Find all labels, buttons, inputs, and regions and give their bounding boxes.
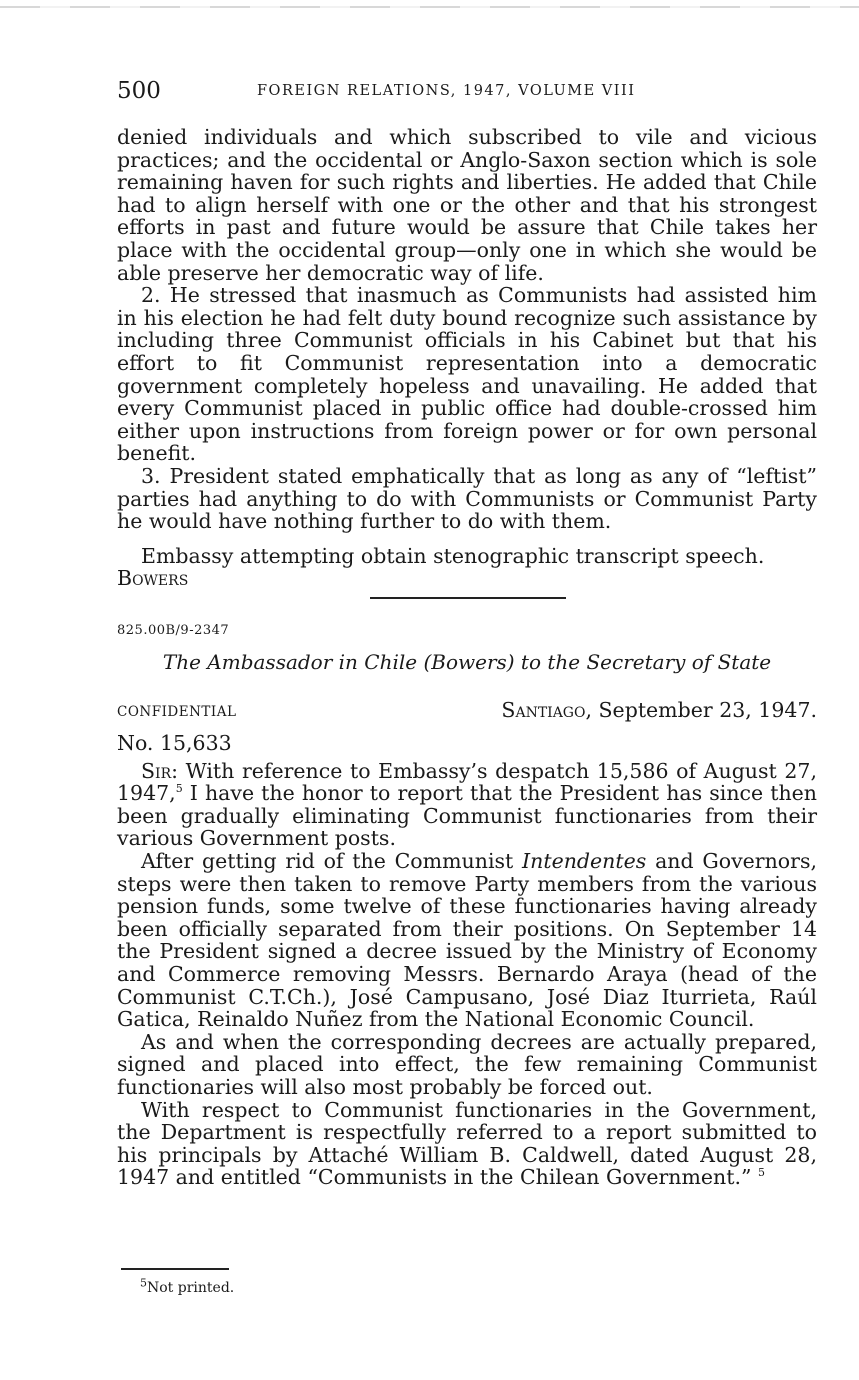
document-title: The Ambassador in Chile (Bowers) to the Secretary of State <box>162 650 772 674</box>
place: Santiago, <box>501 698 592 722</box>
footnote-marker: 5 <box>140 1276 147 1290</box>
paragraph: denied individuals and which subscribed to vile and vicious practices; and the occidental or Anglo-Saxon section which is sole remaining haven for such rights and liberties. He added that Chile had to align herself with one or the other and that his strongest efforts in past and future would be assure that Chile takes her place with the occidental group—only one in which she would be able preserve her democratic way of life. <box>117 125 817 285</box>
previous-telegram-text <box>117 126 817 590</box>
salutation: Sir: <box>141 758 179 783</box>
paragraph <box>117 850 817 1031</box>
date: September 23, 1947. <box>598 698 817 722</box>
file-number: 825.00B/9-2347 <box>117 623 230 638</box>
footnote-ref: 5 <box>758 1166 766 1180</box>
paragraph: 2. He stressed that inasmuch as Communists had assisted him in his election he had felt duty bound recognize such assistance by including three Communist officials in his Cabinet but that his effort to fit Communist representation into a democratic government completely hopeless and unavailing. He added that every Communist placed in public office had double-crossed him either upon instructions from foreign power or for own personal benefit. <box>117 283 817 466</box>
page-header <box>117 78 817 108</box>
footnote <box>140 1276 235 1296</box>
paragraph <box>117 760 817 850</box>
running-title: FOREIGN RELATIONS, 1947, VOLUME VIII <box>257 83 636 99</box>
scan-edge-line <box>0 6 859 8</box>
place-and-date <box>501 698 817 722</box>
paragraph <box>117 1099 817 1189</box>
paragraph-text: With reference to Embassy’s despatch 15,586 of August 27, 1947, <box>117 758 817 806</box>
footnote-rule <box>121 1268 229 1270</box>
italic-term: Intendentes <box>522 848 647 873</box>
paragraph-text: After getting rid of the Communist <box>141 848 514 873</box>
paragraph-text: With respect to Communist functionaries in the Government, the Department is respectfully referred to a report submitted to his principals by Attaché William B. Caldwell, dated August 28, 1947 and entitled “Communists in the Chilean Government.” <box>117 1097 817 1190</box>
page-number: 500 <box>117 78 161 104</box>
paragraph-text: I have the honor to report that the President has since then been gradually eliminating Communist functionaries from their various Government posts. <box>117 781 817 851</box>
despatch-body <box>117 732 817 1189</box>
signature: Bowers <box>117 566 189 591</box>
section-divider <box>370 597 566 599</box>
footnote-text: Not printed. <box>147 1280 235 1296</box>
paragraph: As and when the corresponding decrees are actually prepared, signed and placed into effect, the few remaining Communist functionaries will also most probably be forced out. <box>117 1029 817 1099</box>
despatch-number: No. 15,633 <box>117 731 232 755</box>
classification-label: CONFIDENTIAL <box>117 704 237 720</box>
paragraph-text: and Governors, steps were then taken to remove Party members from the various pension funds, some twelve of these functionaries having already been officially separated from their positions. On September 14 the President signed a decree issued by the Ministry of Economy and Commerce removing Messrs. Bernardo Araya (head of the Communist C.T.Ch.), José Campusano, José Diaz Iturrieta, Raúl Gatica, Reinaldo Nuñez from the National Economic Council. <box>117 848 817 1032</box>
footnote-ref: 5 <box>175 782 183 796</box>
paragraph: Embassy attempting obtain stenographic transcript speech. <box>141 543 765 568</box>
paragraph: 3. President stated emphatically that as long as any of “leftist” parties had anything to do with Communists or Communist Party he would have nothing further to do with them. <box>117 463 817 534</box>
